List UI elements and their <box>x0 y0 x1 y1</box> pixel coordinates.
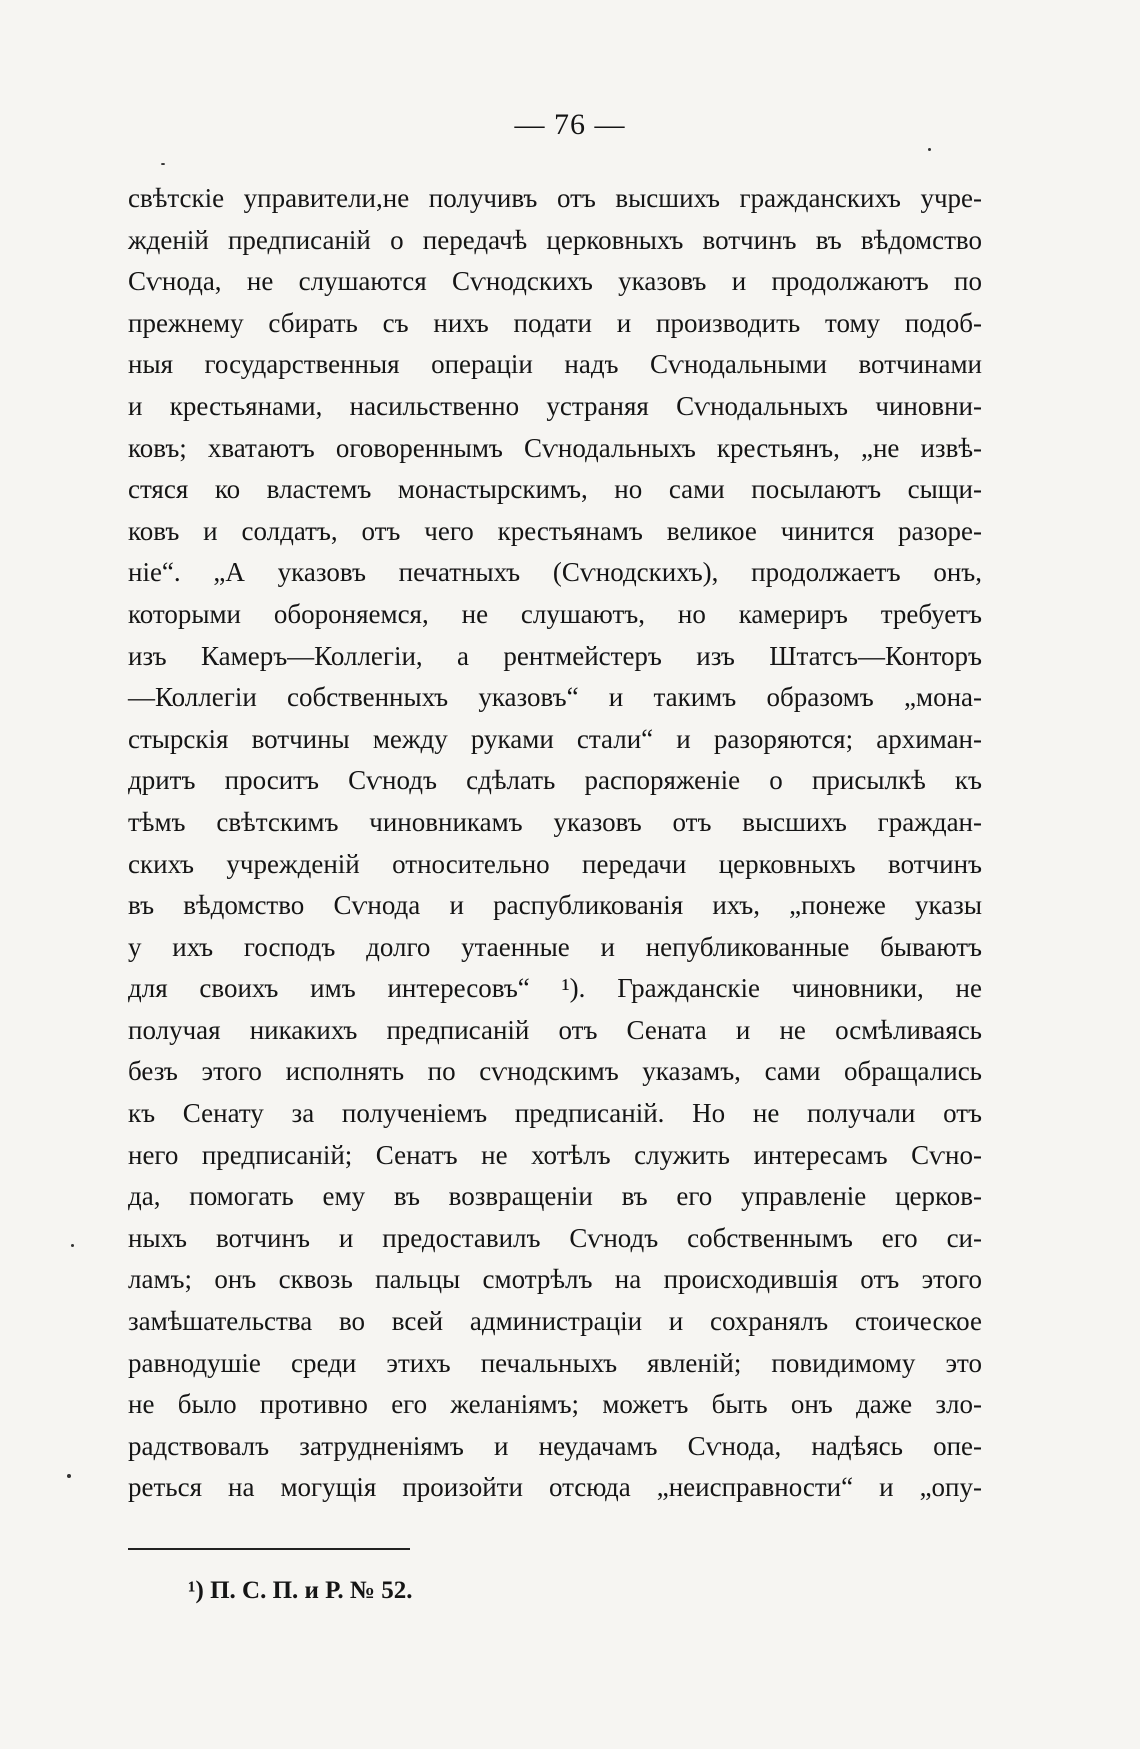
text-line: безъ этого исполнять по сѵнодскимъ указамъ, сами обращались <box>128 1056 982 1087</box>
text-line: въ вѣдомство Сѵнода и распубликованія ихъ, „понеже указы <box>128 890 982 921</box>
text-line: изъ Камеръ—Коллегіи, а рентмейстеръ изъ Штатсъ—Конторъ <box>128 640 982 671</box>
text-line: ковъ; хватаютъ оговореннымъ Сѵнодальныхъ крестьянъ, „не извѣ- <box>128 432 982 463</box>
text-line: радствовалъ затрудненіямъ и неудачамъ Сѵнода, надѣясь опе- <box>128 1430 982 1461</box>
text-line: него предписаній; Сенатъ не хотѣлъ служить интересамъ Сѵно- <box>128 1139 982 1170</box>
text-line: свѣтскіе управители,не получивъ отъ высшихъ гражданскихъ учре- <box>128 183 982 213</box>
text-line: ковъ и солдатъ, отъ чего крестьянамъ великое чинится разоре- <box>128 515 982 546</box>
text-line: прежнему сбирать съ нихъ подати и производить тому подоб- <box>128 307 982 338</box>
print-speck <box>67 1474 71 1478</box>
text-line: ніе“. „А указовъ печатныхъ (Сѵнодскихъ), продолжаетъ онъ, <box>128 557 982 588</box>
text-line: ныя государственныя операціи надъ Сѵнодальными вотчинами <box>128 349 982 380</box>
text-line: равнодушіе среди этихъ печальныхъ явленій; повидимому это <box>128 1347 982 1378</box>
text-line: замѣшательства во всей администраціи и сохранялъ стоическое <box>128 1306 982 1337</box>
footnote: ¹) П. С. П. и Р. № 52. <box>188 1577 413 1604</box>
text-line: да, помогать ему въ возвращеніи въ его управленіе церков- <box>128 1181 982 1212</box>
text-line: реться на могущія произойти отсюда „неисправности“ и „опу- <box>128 1472 982 1503</box>
print-speck <box>928 148 931 151</box>
text-line: для своихъ имъ интересовъ“ ¹). Гражданскіе чиновники, не <box>128 973 982 1004</box>
text-line: дритъ проситъ Сѵнодъ сдѣлать распоряженіе о присылкѣ къ <box>128 765 982 796</box>
text-line: —Коллегіи собственныхъ указовъ“ и такимъ образомъ „мона- <box>128 682 982 713</box>
print-speck <box>161 163 165 165</box>
print-speck <box>71 1244 74 1247</box>
footnote-rule <box>128 1548 410 1550</box>
text-line: стырскія вотчины между руками стали“ и разоряются; архиман- <box>128 723 982 754</box>
text-line: ныхъ вотчинъ и предоставилъ Сѵнодъ собственнымъ его си- <box>128 1222 982 1253</box>
text-line: и крестьянами, насильственно устраняя Сѵнодальныхъ чиновни- <box>128 390 982 421</box>
text-line: у ихъ господъ долго утаенные и непубликованные бываютъ <box>128 931 982 962</box>
text-line: не было противно его желаніямъ; можетъ быть онъ даже зло- <box>128 1389 982 1420</box>
text-line: Сѵнода, не слушаются Сѵнодскихъ указовъ и продолжаютъ по <box>128 266 982 297</box>
text-line: которыми обороняемся, не слушаютъ, но камериръ требуетъ <box>128 598 982 629</box>
text-line: къ Сенату за полученіемъ предписаній. Но не получали отъ <box>128 1098 982 1129</box>
text-line: тѣмъ свѣтскимъ чиновникамъ указовъ отъ высшихъ граждан- <box>128 806 982 837</box>
text-line: получая никакихъ предписаній отъ Сената и не осмѣливаясь <box>128 1014 982 1045</box>
text-line: ламъ; онъ сквозь пальцы смотрѣлъ на происходившія отъ этого <box>128 1264 982 1295</box>
text-line: скихъ учрежденій относительно передачи церковныхъ вотчинъ <box>128 848 982 879</box>
body-text <box>128 178 982 1509</box>
text-line: жденій предписаній о передачѣ церковныхъ вотчинъ въ вѣдомство <box>128 224 982 255</box>
page-number: — 76 — <box>514 108 626 141</box>
text-line: стяся ко властемъ монастырскимъ, но сами посылаютъ сыщи- <box>128 474 982 505</box>
